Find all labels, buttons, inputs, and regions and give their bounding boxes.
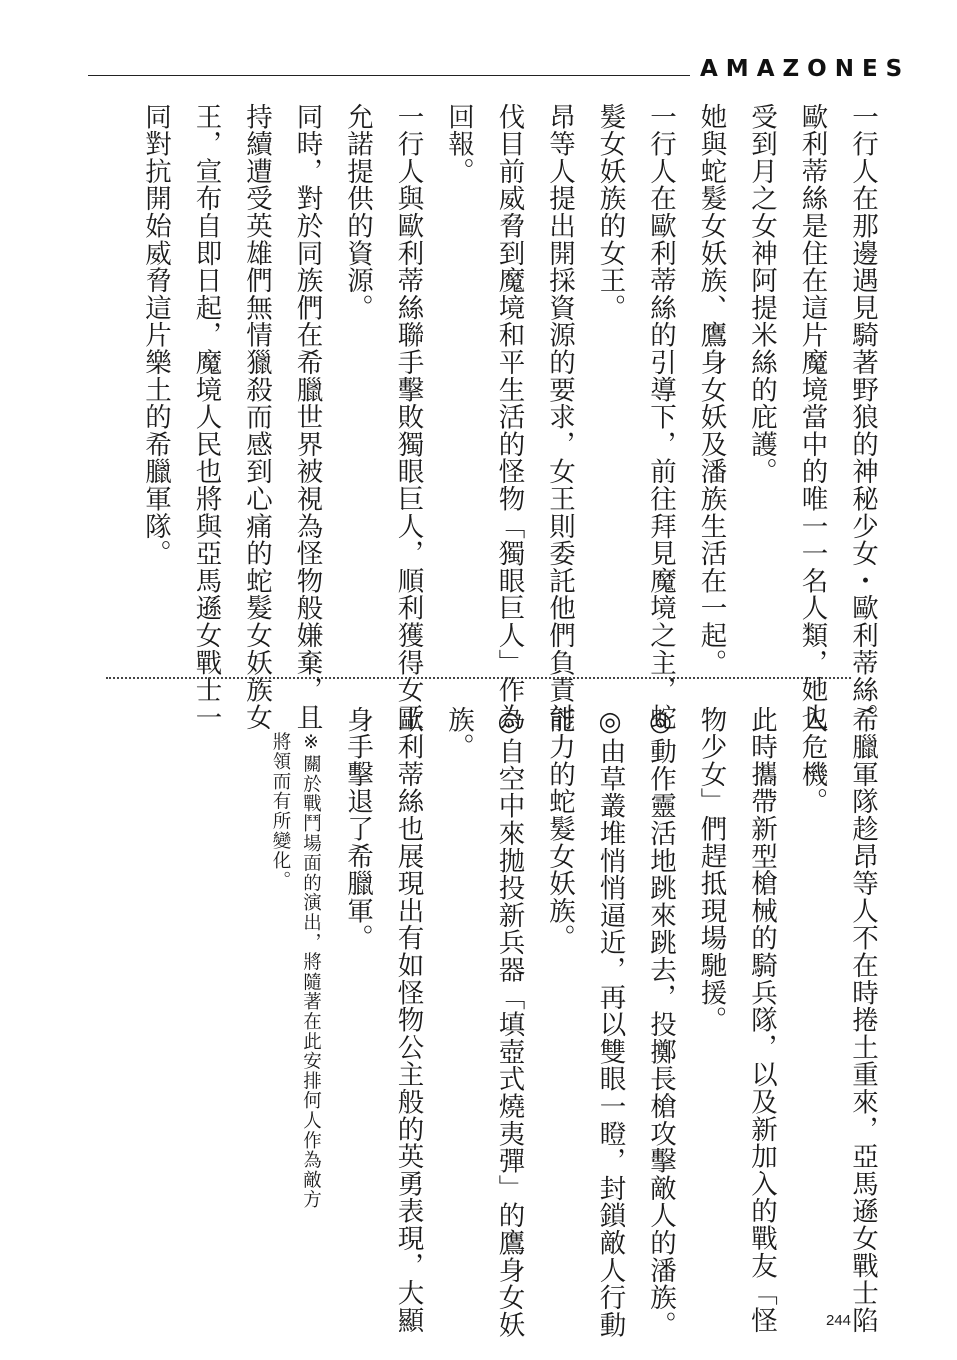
- section-divider: [106, 677, 851, 679]
- bottom-text-block: [259, 706, 876, 1338]
- text-column: 持續遭受英雄們無情獵殺而感到心痛的蛇髮女妖族女: [241, 103, 272, 731]
- running-header-title: AMAZONES: [700, 56, 911, 82]
- text-column: 一行人在那邊遇見騎著野狼的神秘少女・歐利蒂絲。: [847, 103, 878, 731]
- text-column: 允諾提供的資源。: [342, 103, 373, 322]
- text-column: 王，宣布自即日起，魔境人民也將與亞馬遜女戰士一: [190, 103, 222, 731]
- text-column: 身手擊退了希臘軍。: [342, 706, 373, 952]
- text-column: 入危機。: [796, 706, 828, 816]
- footnote-column: 將領而有所變化。: [270, 732, 291, 891]
- text-column: 希臘軍隊趁昂等人不在時捲土重來，亞馬遜女戰士陷: [847, 706, 878, 1334]
- text-column: 同時，對於同族們在希臘世界被視為怪物般嫌棄，且: [291, 103, 323, 731]
- text-column: ◎由草叢堆悄悄逼近，再以雙眼一瞪，封鎖敵人行動: [594, 706, 626, 1339]
- text-column: 一行人與歐利蒂絲聯手擊敗獨眼巨人，順利獲得女王: [392, 103, 424, 731]
- top-text-block: [118, 103, 876, 731]
- text-column: 她與蛇髮女妖族、鷹身女妖及潘族生活在一起。: [695, 103, 727, 677]
- text-column: 此時攜帶新型槍械的騎兵隊，以及新加入的戰友「怪: [746, 706, 777, 1334]
- text-column: ◎動作靈活地跳來跳去，投擲長槍攻擊敵人的潘族。: [645, 706, 676, 1339]
- text-column: ◎自空中來拋投新兵器「填壺式燒夷彈」的鷹身女妖: [493, 706, 525, 1339]
- footnote-column: ※關於戰鬥場面的演出，將隨著在此安排何人作為敵方: [300, 732, 322, 1210]
- header-rule: [88, 75, 690, 76]
- page-number: 244: [826, 1312, 852, 1329]
- text-column: 伐目前威脅到魔境和平生活的怪物「獨眼巨人」作為: [493, 103, 525, 731]
- text-column: 能力的蛇髮女妖族。: [544, 706, 575, 952]
- text-column: 昂等人提出開採資源的要求，女王則委託他們負責討: [544, 103, 575, 731]
- text-column: 歐利蒂絲是住在這片魔境當中的唯一一名人類，她也: [796, 103, 828, 731]
- text-column: 歐利蒂絲也展現出有如怪物公主般的英勇表現，大顯: [392, 706, 424, 1334]
- text-column: 受到月之女神阿提米絲的庇護。: [746, 103, 777, 486]
- text-column: 同對抗開始威脅這片樂土的希臘軍隊。: [140, 103, 171, 568]
- text-column: 髮女妖族的女王。: [594, 103, 626, 322]
- text-column: 族。: [443, 706, 474, 761]
- text-column: 回報。: [443, 103, 474, 185]
- text-column: 一行人在歐利蒂絲的引導下，前往拜見魔境之主，蛇: [645, 103, 676, 731]
- text-column: 物少女」們趕抵現場馳援。: [695, 706, 727, 1034]
